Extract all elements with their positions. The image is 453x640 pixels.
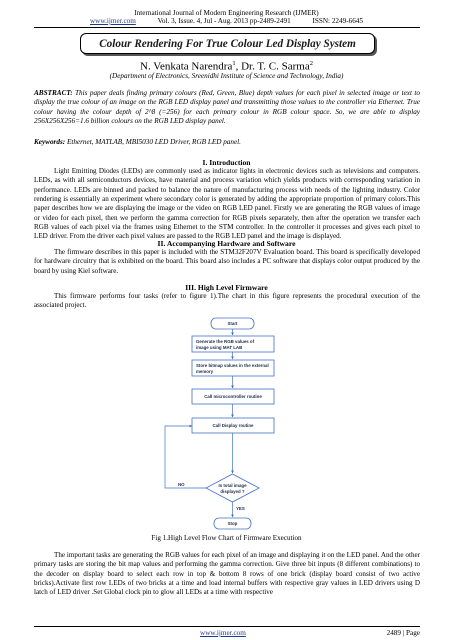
- author-2-sup: 2: [309, 60, 313, 67]
- flow-yes-label: YES: [236, 506, 245, 511]
- flow-start-label: Start: [227, 321, 238, 326]
- volume-info: Vol. 3, Issue. 4, Jul - Aug. 2013 pp-2489-2491: [157, 17, 291, 25]
- flow-decision-line2: displayed ?: [220, 489, 245, 494]
- footer-url-link[interactable]: www.ijmer.com: [200, 629, 246, 637]
- flow-arrow-no-loop: [165, 426, 206, 488]
- author-1: N. Venkata Narendra: [140, 60, 233, 73]
- paper-title: Colour Rendering For True Colour Led Display System: [99, 38, 356, 50]
- flow-step-store-line1: Store bitmap values in the external: [196, 363, 269, 368]
- flow-step-microcontroller-label: Call microcontroller routine: [204, 394, 262, 399]
- keywords-label: Keywords:: [34, 138, 66, 146]
- footer-page-number: 2489 | Page: [386, 629, 420, 637]
- abstract-text: This paper deals finding primary colours (Red, Green, Blue) depth values for each pixel in selected image or text to display the true colour of an image on the RGB LED display panel and transmitting those values to the controller via Ethernet. True colour having the colour depth of 2^8 (=256) for each primary colour in RGB colour space. So, we are able to display 256X256X256=1.6 billion colours on the RGB LED display panel.: [34, 89, 420, 125]
- figure-caption: Fig 1.High Level Flow Chart of Firmware Execution: [151, 534, 302, 542]
- author-1-sup: 1: [232, 60, 236, 67]
- section-body-introduction: Light Emitting Diodes (LEDs) are commonly used as indicator lights in electronic devices such as televisions and computers. LEDs, as with all semiconductors devices, have material and process variation which yields products with corresponding variation in performance. LEDs are binned and packed to balance the nature of manufacturing process with needs of the lighting industry. Color rendering is essentially an experiment where secondary color is generated by adding the appropriate proportion of primary colors.This paper describes how we are displaying the image or the video on RGB LED panel. Firstly we are generating the RGB values of image or video for each pixel, then we perform the gamma correction for RGB pixels separately, then after the operation we transfer each RGB values of each pixel via the frames using Ethernet to the STM controller. In the controller it processes and gives each pixel to LED driver. From the driver each pixel values are passed to the RGB LED panel and the image is displayed.: [34, 167, 420, 241]
- flow-step-display-label: Call Display routine: [212, 423, 254, 428]
- section-heading-introduction: I. Introduction: [202, 158, 251, 167]
- flow-no-label: NO: [178, 482, 185, 487]
- abstract-label: ABSTRACT:: [34, 89, 73, 97]
- journal-url-link[interactable]: www.ijmer.com: [89, 17, 136, 25]
- section-body-firmware: This firmware performs four tasks (refer to figure 1).The chart in this figure represents the procedural execution of the associated project.: [34, 292, 420, 310]
- section-heading-hardware: II. Accompanying Hardware and Software: [157, 239, 296, 248]
- section-body-hardware: The firmware describes in this paper is included with the STM32F207V Evaluation board. This board is specifically developed for hardware circuitry that is exhibited on the board. This board also includes a PC software that displays color output produced by the board by using Kiel software.: [34, 248, 420, 275]
- flow-stop-label: Stop: [227, 521, 238, 526]
- flow-decision-node: [206, 474, 259, 502]
- author-2: Dr. T. C. Sarma: [241, 60, 310, 73]
- section-heading-firmware: III. High Level Firmware: [185, 283, 268, 292]
- journal-header: International Journal of Modern Engineering Research (IJMER): [134, 9, 319, 17]
- keywords-text: Ethernet, MATLAB, MBI5030 LED Driver, RGB LED panel.: [65, 138, 241, 146]
- flow-step-store-line2: memory: [196, 369, 214, 374]
- flow-step-generate-line1: Generate the RGB values of: [196, 339, 255, 344]
- affiliation: (Department of Electronics, Sreenidhi Institute of Science and Technology, India): [109, 72, 344, 80]
- author-separator: ,: [235, 60, 242, 73]
- footer-divider: [34, 626, 420, 627]
- closing-paragraph: The important tasks are generating the RGB values for each pixel of an image and displaying it on the LED panel. And the other primary tasks are storing the bit map values and performing the gamma correction. Give three bit inputs (8 different combinations) to the decoder on display board to select each row in top & bottom 8 rows of one brick (display board consist of two active bricks).Activate first row LEDs of two bricks at a time and load internal buffers with respective gray values in LED drivers using D latch of LED driver .Set Global clock pin to glow all LEDs at a time with respective: [34, 551, 420, 597]
- issn: ISSN: 2249-6645: [312, 17, 363, 25]
- flow-step-generate-line2: image using MAT LAB: [196, 345, 243, 350]
- flow-decision-line1: Is total image: [218, 483, 247, 488]
